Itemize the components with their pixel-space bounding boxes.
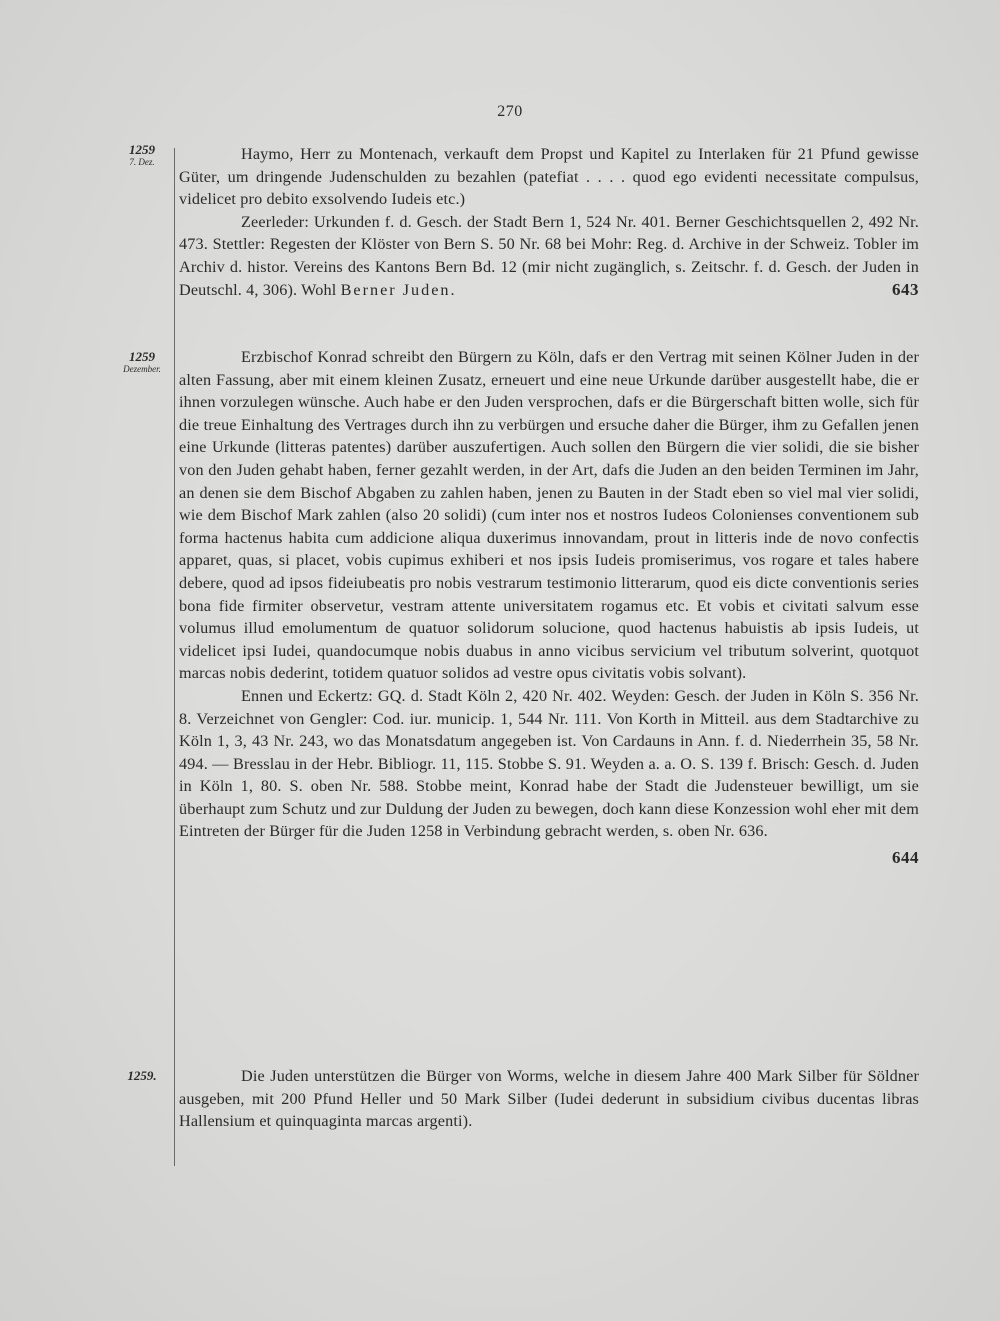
- date-year: 1259: [129, 349, 155, 364]
- entry-643: [129, 142, 919, 301]
- spaced-text: Berner Juden.: [340, 280, 457, 299]
- entry-text: Haymo, Herr zu Montenach, verkauft dem Propst und Kapitel zu Interlaken für 21 Pfund gewisse Güter, um dringende Judenschulden zu bezahlen (patefiat . . . . quod ego evidenti necessitate compulsus, videlicet pro debito exsolvendo Iudeis etc.): [179, 145, 919, 209]
- entry-date: [112, 1069, 172, 1083]
- entry-date: [112, 143, 172, 167]
- references-text: Zeerleder: Urkunden f. d. Gesch. der Stadt Bern 1, 524 Nr. 401. Berner Geschichtsquellen 2, 492 Nr. 473. Stettler: Regesten der Klöster von Bern S. 50 Nr. 68 bei Mohr: Reg. d. Archive in der Schweiz. Tobler im Archiv d. histor. Vereins des Kantons Bern Bd. 12 (mir nicht zugänglich, s. Zeitschr. f. d. Gesch. der Juden in Deutschl. 4, 306). Wohl: [179, 212, 919, 299]
- entry-number: 644: [892, 848, 919, 868]
- date-month: Dezember.: [123, 364, 161, 374]
- entry-1259: [127, 1065, 919, 1133]
- entry-644: [123, 346, 919, 869]
- page-number: 270: [497, 103, 523, 120]
- entry-text: Die Juden unterstützen die Bürger von Worms, welche in diesem Jahre 400 Mark Silber für Söldner ausgeben, mit 200 Pfund Heller und 50 Mark Silber (Iudei dederunt in subsidium civibus ducentas libras Hallensium et quinquaginta marcas argenti).: [179, 1067, 919, 1131]
- margin-rule: [174, 148, 175, 1166]
- entry-number: 643: [892, 279, 919, 299]
- entry-date: [112, 350, 172, 374]
- date-day: 7. Dez.: [129, 157, 155, 167]
- date-year: 1259.: [127, 1068, 157, 1083]
- entry-text: Erzbischof Konrad schreibt den Bürgern zu Köln, dafs er den Vertrag mit seinen Kölner Juden in der alten Fassung, aber mit einem kleinen Zusatz, erneuert und eine neue Urkunde darüber ausgestellt habe, die er ihnen vorzulegen wünsche. Auch habe er den Juden versprochen, dafs er die Bürgerschaft bitten wolle, sich für die treue Einhaltung des Vertrages durch ihn zu verbürgen und ersuche daher die Bürger, ihm zu Gefallen jenen eine Urkunde (litteras patentes) darüber auszufertigen. Auch sollen den Bürgern die vier solidi, die sie bisher von den Juden gehabt haben, ferner gezahlt werden, in der Art, dafs die Juden an den beiden Terminen im Jahr, an denen sie dem Bischof Abgaben zu zahlen haben, jenen zu Bauten in der Stadt eben so viel mal vier solidi, wie dem Bischof Mark zahlen (also 20 solidi) (cum inter nos et nostros Iudeos Colonienses conventionem sub forma hactenus habita cum addicione aliqua duxerimus innovandam, prout in litteris inde de novo confectis apparet, quas, si placet, vobis cupimus exhiberi et nos ipsis Iudeis promiserimus, vos rogare et tales habere debere, quod ad ipsos fideiubeatis pro nobis vestrarum testimonio litterarum, quod eis dicte conventionis series bona fide firmiter observetur, vestram attente universitatem rogamus etc. Et vobis et civitati salvum esse volumus illud emolumentum de quatuor solidorum solucione, quod hactenus habuistis ab ipsis Iudeis, ut videlicet ipsi Iudei, quandocumque nobis duabus in anno vicibus servicium vel tributum solverint, quotquot marcas nobis dederint, totidem quatuor solidos ad vestre opus civitatis vobis solvant).: [179, 348, 919, 683]
- entry-references: Ennen und Eckertz: GQ. d. Stadt Köln 2, 420 Nr. 402. Weyden: Gesch. der Juden in Köln S. 356 Nr. 8. Verzeichnet von Gengler: Cod. iur. municip. 1, 544 Nr. 111. Von Korth in Mitteil. aus dem Stadtarchive zu Köln 1, 3, 43 Nr. 243, wo das Monatsdatum angegeben ist. Von Cardauns in Ann. f. d. Niederrhein 35, 58 Nr. 494. — Bresslau in der Hebr. Bibliogr. 11, 115. Stobbe S. 91. Weyden a. a. O. S. 139 f. Brisch: Gesch. d. Juden in Köln 1, 80. S. oben Nr. 588. Stobbe meint, Konrad habe der Stadt die Judensteuer bewilligt, um sie überhaupt zum Schutz und zur Duldung der Juden zu bewegen, doch kann diese Konzession wohl eher mit dem Eintreten der Bürger für die Juden 1258 in Verbindung gebracht werden, s. oben Nr. 636.: [179, 686, 919, 841]
- date-year: 1259: [129, 142, 155, 157]
- entry-references: [179, 211, 919, 301]
